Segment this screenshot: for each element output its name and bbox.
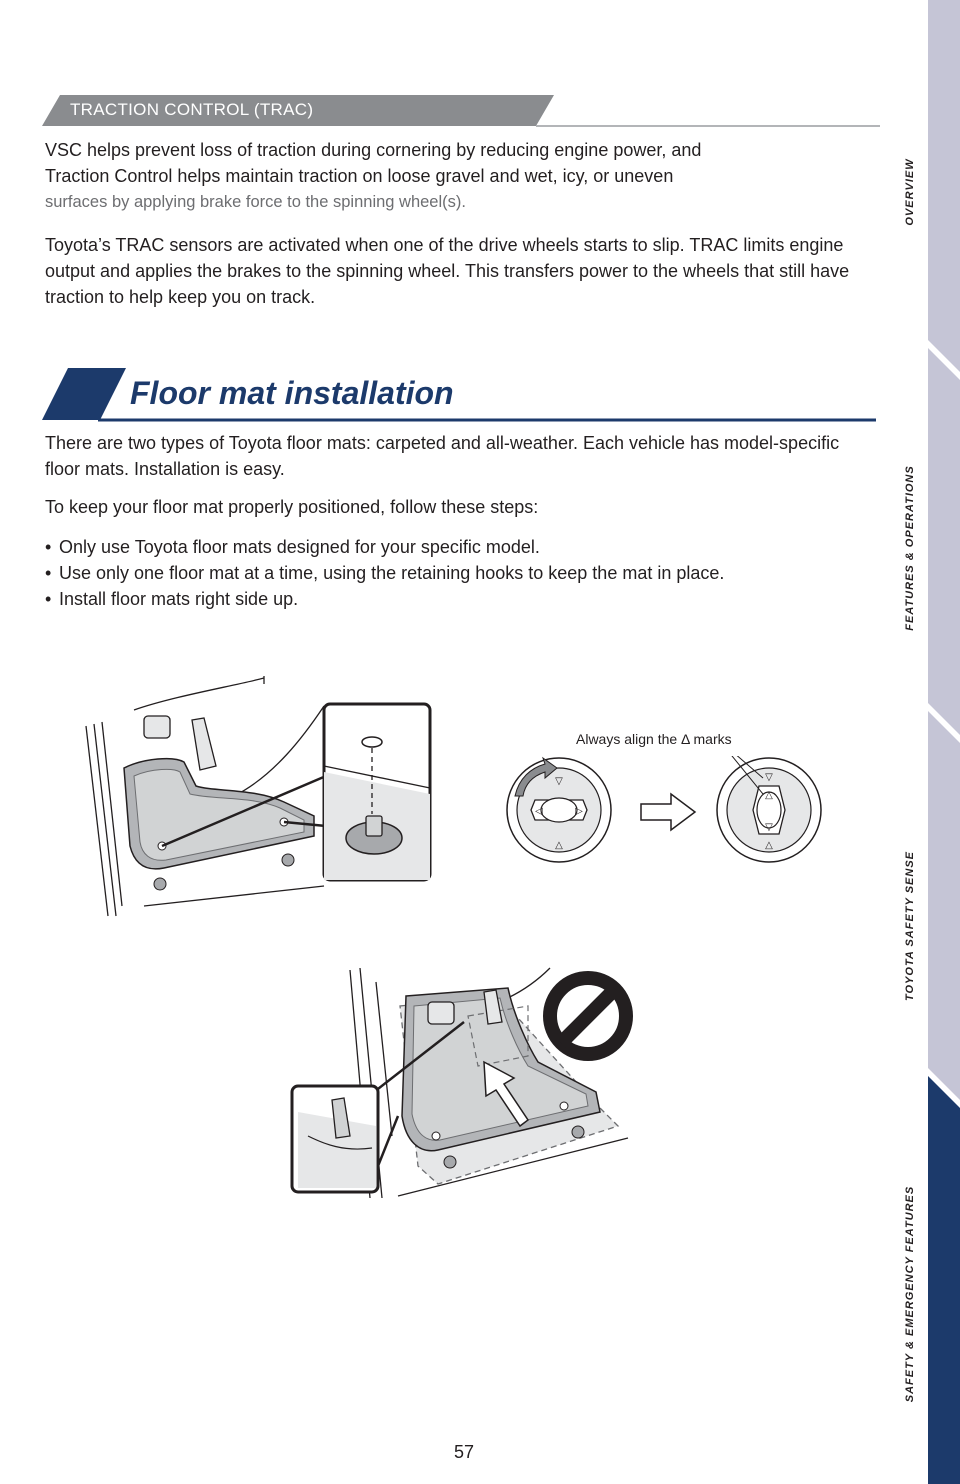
align-marks-caption: Always align the Δ marks xyxy=(576,731,732,747)
svg-text:△: △ xyxy=(765,790,773,801)
tab-emergency-bg[interactable] xyxy=(928,1076,960,1484)
tab-overview-bg[interactable] xyxy=(928,0,960,372)
svg-text:◁: ◁ xyxy=(535,806,543,817)
side-nav-tabs-graphic xyxy=(928,0,960,1484)
svg-text:▽: ▽ xyxy=(555,776,563,787)
trac-paragraph-1: VSC helps prevent loss of traction during cornering by reducing engine power, and Traction Control helps maintain traction on loose gravel and wet, icy, or uneven surfaces by applying brake force to the spinning wheel(s). xyxy=(45,140,702,211)
svg-text:▽: ▽ xyxy=(765,772,773,783)
floor-mat-steps-intro: To keep your floor mat properly positioned, follow these steps: xyxy=(45,497,539,517)
floor-mat-title: Floor mat installation xyxy=(130,375,454,411)
trac-section-header xyxy=(42,95,882,129)
svg-text:▽: ▽ xyxy=(765,822,773,833)
tab-overview[interactable]: OVERVIEW xyxy=(904,158,916,226)
page-number: 57 xyxy=(453,1442,475,1462)
tab-safety-emergency-features[interactable]: SAFETY & EMERGENCY FEATURES xyxy=(904,1185,916,1403)
tab-toyota-safety-sense[interactable]: TOYOTA SAFETY SENSE xyxy=(904,851,916,1002)
tab-features-operations[interactable]: FEATURES & OPERATIONS xyxy=(904,465,916,631)
floor-mat-section-header xyxy=(40,366,876,424)
floor-mat-hook-illustration xyxy=(84,676,444,918)
trac-header-title: TRACTION CONTROL (TRAC) xyxy=(70,100,314,119)
svg-text:△: △ xyxy=(555,840,563,851)
list-item: • Only use Toyota floor mats designed for your specific model. xyxy=(45,534,865,560)
incorrect-installation-illustration xyxy=(288,966,638,1200)
list-item: • Use only one floor mat at a time, using the retaining hooks to keep the mat in place. xyxy=(45,560,865,586)
trac-paragraph-2: Toyota’s TRAC sensors are activated when one of the drive wheels starts to slip. TRAC limits engine output and applies the brakes to the spinning wheel. This transfers power to the wheels that still have traction to help keep you on track. xyxy=(45,235,850,307)
list-item: • Install floor mats right side up. xyxy=(45,586,865,612)
tab-safety-sense-bg[interactable] xyxy=(928,711,960,1100)
floor-mat-steps-list xyxy=(45,534,865,612)
tab-features-bg[interactable] xyxy=(928,348,960,735)
svg-text:▷: ▷ xyxy=(575,806,583,817)
floor-mat-intro: There are two types of Toyota floor mats: carpeted and all-weather. Each vehicle has model-specific floor mats. Installation is easy. xyxy=(45,433,840,479)
hook-alignment-illustration xyxy=(505,756,830,866)
svg-text:△: △ xyxy=(765,840,773,851)
side-navigation xyxy=(928,0,960,1484)
